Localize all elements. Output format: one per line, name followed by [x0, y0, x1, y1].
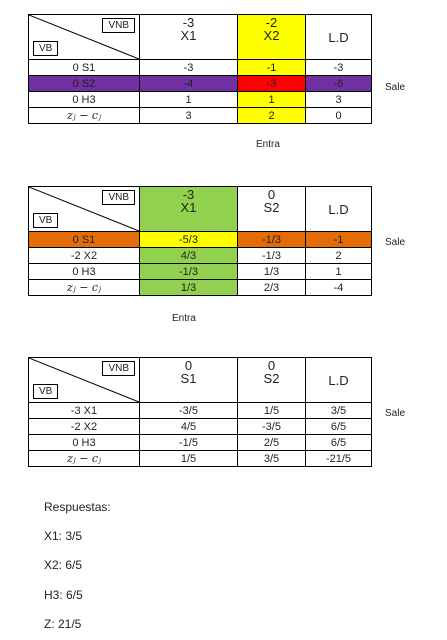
row-label: 0 H3 — [29, 92, 140, 108]
table-cell: -3/5 — [238, 419, 306, 435]
zj-label: zⱼ − cⱼ — [29, 451, 140, 467]
table-cell: -1/3 — [140, 264, 238, 280]
corner-cell — [29, 187, 140, 232]
sale-label: Sale — [385, 237, 406, 248]
table-cell: -4 — [140, 76, 238, 92]
pivot-element: -5/3 — [140, 232, 238, 248]
table-cell: 1/5 — [238, 403, 306, 419]
answer-item: Z: 21/5 — [44, 617, 82, 631]
table-cell: 2 — [238, 108, 306, 124]
table-cell: 3/5 — [306, 403, 372, 419]
table-cell: 2 — [306, 248, 372, 264]
table-cell: 6/5 — [306, 419, 372, 435]
table-row-zj — [29, 108, 372, 124]
table-cell: 1/3 — [140, 280, 238, 296]
table-cell: 1 — [140, 92, 238, 108]
table-cell: -3/5 — [140, 403, 238, 419]
vnb-label: VNB — [102, 18, 135, 33]
table-cell: 3 — [140, 108, 238, 124]
table-cell: 2/3 — [238, 280, 306, 296]
vnb-label: VNB — [102, 361, 135, 376]
header-cell: 0 S2 — [238, 358, 306, 403]
table-cell: 4/3 — [140, 248, 238, 264]
table-cell: -3 — [306, 60, 372, 76]
row-label: -3 X1 — [29, 403, 140, 419]
entra-label: Entra — [256, 139, 280, 150]
table-cell: 1 — [238, 92, 306, 108]
answers-title: Respuestas: — [44, 500, 111, 514]
header-cell: 0 S1 — [140, 358, 238, 403]
table-cell: -1/3 — [238, 232, 306, 248]
zj-label: zⱼ − cⱼ — [29, 108, 140, 124]
table-cell: 1/5 — [140, 451, 238, 467]
row-label: 0 S1 — [29, 60, 140, 76]
header-cell: -3 X1 — [140, 15, 238, 60]
table-cell: 1 — [306, 264, 372, 280]
row-label: -2 X2 — [29, 419, 140, 435]
table-row — [29, 60, 372, 76]
table-cell: -1 — [238, 60, 306, 76]
entra-label: Entra — [172, 313, 196, 324]
header-cell-pivot-column: -2 X2 — [238, 15, 306, 60]
table-header-row — [29, 358, 372, 403]
sale-label: Sale — [385, 82, 406, 93]
table-cell: 3/5 — [238, 451, 306, 467]
table-cell: 2/5 — [238, 435, 306, 451]
simplex-table-2 — [28, 186, 372, 296]
table-row-pivot — [29, 232, 372, 248]
vb-label: VB — [33, 213, 58, 228]
answer-item: X2: 6/5 — [44, 558, 83, 572]
vb-label: VB — [33, 41, 58, 56]
header-cell-pivot-column: -3 X1 — [140, 187, 238, 232]
answer-item: H3: 6/5 — [44, 588, 83, 602]
table-cell: -1/3 — [238, 248, 306, 264]
row-label: 0 S1 — [29, 232, 140, 248]
answer-item: X1: 3/5 — [44, 529, 83, 543]
table-row — [29, 435, 372, 451]
table-cell: 1/3 — [238, 264, 306, 280]
table-row — [29, 264, 372, 280]
table-row — [29, 419, 372, 435]
header-cell-ld: L.D — [306, 358, 372, 403]
table-row — [29, 403, 372, 419]
header-cell: 0 S2 — [238, 187, 306, 232]
row-label: 0 H3 — [29, 435, 140, 451]
table-cell: 4/5 — [140, 419, 238, 435]
simplex-table-1 — [28, 14, 372, 124]
table-header-row — [29, 187, 372, 232]
table-header-row — [29, 15, 372, 60]
table-row-zj — [29, 451, 372, 467]
corner-cell — [29, 15, 140, 60]
table-cell: -6 — [306, 76, 372, 92]
table-row-zj — [29, 280, 372, 296]
row-label: -2 X2 — [29, 248, 140, 264]
pivot-element: -3 — [238, 76, 306, 92]
row-label: 0 S2 — [29, 76, 140, 92]
header-cell-ld: L.D — [306, 15, 372, 60]
table-row — [29, 248, 372, 264]
table-cell: -1/5 — [140, 435, 238, 451]
table-row-pivot — [29, 76, 372, 92]
table-cell: 3 — [306, 92, 372, 108]
table-cell: 6/5 — [306, 435, 372, 451]
table-cell: -1 — [306, 232, 372, 248]
sale-label: Sale — [385, 408, 406, 419]
vnb-label: VNB — [102, 190, 135, 205]
table-cell: -3 — [140, 60, 238, 76]
table-cell: -4 — [306, 280, 372, 296]
vb-label: VB — [33, 384, 58, 399]
table-cell: -21/5 — [306, 451, 372, 467]
zj-label: zⱼ − cⱼ — [29, 280, 140, 296]
simplex-table-3 — [28, 357, 372, 467]
table-cell: 0 — [306, 108, 372, 124]
table-row — [29, 92, 372, 108]
corner-cell — [29, 358, 140, 403]
header-cell-ld: L.D — [306, 187, 372, 232]
row-label: 0 H3 — [29, 264, 140, 280]
